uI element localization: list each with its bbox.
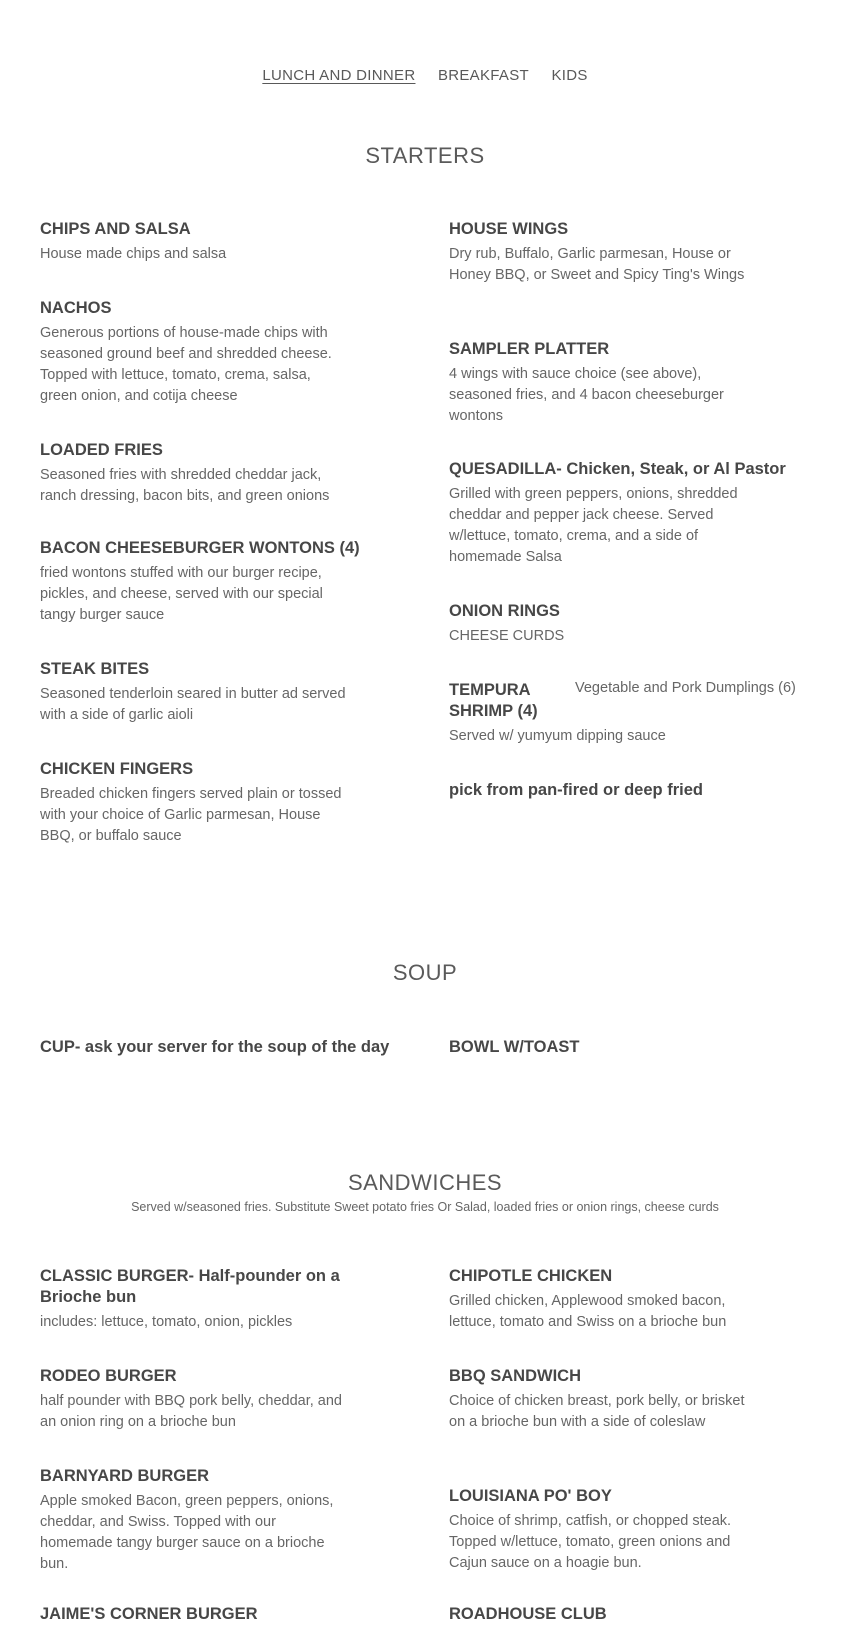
item-description: 4 wings with sauce choice (see above), seasoned fries, and 4 bacon cheeseburger wontons xyxy=(449,366,724,424)
item-name: BACON CHEESEBURGER WONTONS (4) xyxy=(40,539,360,557)
menu-item xyxy=(40,1266,370,1333)
item-name: BBQ SANDWICH xyxy=(449,1367,581,1385)
item-description: Breaded chicken fingers served plain or tossed with your choice of Garlic parmesan, House BBQ, or buffalo sauce xyxy=(40,786,342,844)
menu-item xyxy=(40,1466,370,1575)
starters-title: STARTERS xyxy=(365,143,485,168)
item-name: LOADED FRIES xyxy=(40,441,163,459)
menu-tabs xyxy=(0,67,850,85)
menu-item xyxy=(449,1486,769,1574)
item-name: ROADHOUSE CLUB xyxy=(449,1605,607,1623)
item-description: Choice of shrimp, catfish, or chopped steak. Topped w/lettuce, tomato, green onions and Cajun sauce on a hoagie bun. xyxy=(449,1513,732,1571)
item-alternate: Vegetable and Pork Dumplings (6) xyxy=(575,680,796,696)
item-name: ONION RINGS xyxy=(449,602,560,620)
item-name: CHIPOTLE CHICKEN xyxy=(449,1267,613,1285)
item-name: BOWL W/TOAST xyxy=(449,1038,580,1056)
menu-item xyxy=(449,339,769,427)
item-description: CHEESE CURDS xyxy=(449,628,565,644)
item-name: QUESADILLA- Chicken, Steak, or Al Pastor xyxy=(449,460,786,478)
menu-item xyxy=(449,1037,769,1058)
item-description: Dry rub, Buffalo, Garlic parmesan, House or Honey BBQ, or Sweet and Spicy Ting's Wings xyxy=(449,246,745,283)
menu-item xyxy=(449,780,769,801)
item-description: Grilled with green peppers, onions, shredded cheddar and pepper jack cheese. Served w/lettuce, tomato, crema, and a side of homemade Salsa xyxy=(449,486,738,565)
item-name: NACHOS xyxy=(40,299,112,317)
menu-item xyxy=(40,659,370,726)
item-name: BARNYARD BURGER xyxy=(40,1467,209,1485)
menu-item xyxy=(40,1366,370,1433)
item-description: Generous portions of house-made chips with seasoned ground beef and shredded cheese. Topped with lettuce, tomato, crema, salsa, green onion, and cotija cheese xyxy=(40,325,332,404)
menu-item xyxy=(449,1366,769,1433)
item-description: House made chips and salsa xyxy=(40,246,227,262)
menu-item xyxy=(449,601,769,647)
item-description: Choice of chicken breast, pork belly, or brisket on a brioche bun with a side of coleslaw xyxy=(449,1393,745,1430)
sandwiches-title: SANDWICHES xyxy=(347,1170,503,1195)
item-name: pick from pan-fired or deep fried xyxy=(449,781,703,799)
soup-title: SOUP xyxy=(392,960,458,985)
item-name: RODEO BURGER xyxy=(40,1367,177,1385)
item-description: Seasoned tenderloin seared in butter ad served with a side of garlic aioli xyxy=(40,686,346,723)
item-name: LOUISIANA PO' BOY xyxy=(449,1487,612,1505)
item-name: JAIME'S CORNER BURGER xyxy=(40,1605,258,1623)
item-description: half pounder with BBQ pork belly, cheddar, and an onion ring on a brioche bun xyxy=(40,1393,343,1430)
item-description: fried wontons stuffed with our burger recipe, pickles, and cheese, served with our special tangy burger sauce xyxy=(40,565,323,623)
item-description: Seasoned fries with shredded cheddar jack, ranch dressing, bacon bits, and green onions xyxy=(40,467,330,504)
menu-item xyxy=(40,538,370,626)
menu-item xyxy=(40,440,370,507)
item-name: CHIPS AND SALSA xyxy=(40,220,191,238)
tab-kids[interactable]: KIDS xyxy=(551,67,588,84)
item-description: includes: lettuce, tomato, onion, pickles xyxy=(40,1314,293,1330)
item-description: Grilled chicken, Applewood smoked bacon, lettuce, tomato and Swiss on a brioche bun xyxy=(449,1293,727,1330)
menu-item xyxy=(449,680,829,747)
item-name: CHICKEN FINGERS xyxy=(40,760,194,778)
menu-item xyxy=(449,459,786,568)
item-name: TEMPURA SHRIMP (4) xyxy=(449,681,538,720)
menu-item xyxy=(449,1266,769,1333)
menu-item xyxy=(40,298,370,407)
menu-item xyxy=(449,219,769,286)
item-name: CLASSIC BURGER- Half-pounder on a Brioche bun xyxy=(40,1267,340,1306)
menu-item xyxy=(40,219,370,265)
item-name: HOUSE WINGS xyxy=(449,220,569,238)
item-name: SAMPLER PLATTER xyxy=(449,340,610,358)
tab-lunch-and-dinner[interactable]: LUNCH AND DINNER xyxy=(262,67,416,84)
item-description: Served w/ yumyum dipping sauce xyxy=(449,728,666,744)
item-name: CUP- ask your server for the soup of the day xyxy=(40,1038,390,1056)
item-name: STEAK BITES xyxy=(40,660,150,678)
sandwiches-subtitle: Served w/seasoned fries. Substitute Sweet potato fries Or Salad, loaded fries or onion rings, cheese curds xyxy=(131,1200,719,1214)
menu-item xyxy=(40,1037,410,1058)
menu-item xyxy=(40,759,370,847)
item-description: Apple smoked Bacon, green peppers, onions, cheddar, and Swiss. Topped with our homemade tangy burger sauce on a brioche bun. xyxy=(40,1493,334,1572)
tab-breakfast[interactable]: BREAKFAST xyxy=(437,67,529,84)
